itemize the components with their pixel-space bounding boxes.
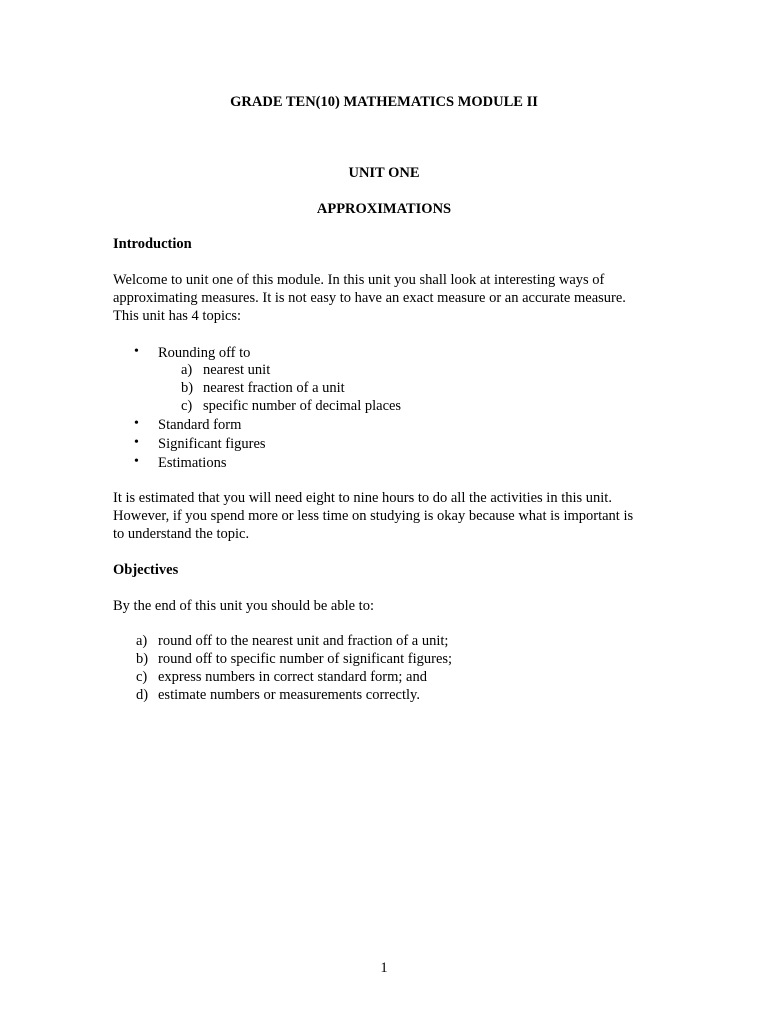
- topic-item: Estimations: [158, 455, 227, 471]
- subtopic-text: specific number of decimal places: [203, 398, 402, 414]
- objective-item: [136, 650, 452, 668]
- objective-text: estimate numbers or measurements correctly.: [158, 687, 420, 703]
- objective-letter: c): [136, 669, 148, 685]
- subtopic-item: [181, 361, 270, 379]
- bullet-icon: •: [134, 454, 139, 469]
- subtopic-item: [181, 379, 345, 397]
- introduction-paragraph: [113, 271, 673, 325]
- objective-letter: a): [136, 633, 148, 649]
- page-number: 1: [380, 960, 388, 976]
- objectives-intro: By the end of this unit you should be able to:: [113, 598, 374, 614]
- topic-item: Rounding off to: [158, 345, 251, 361]
- objective-text: round off to specific number of significant figures;: [158, 651, 453, 667]
- introduction-line: Welcome to unit one of this module. In this unit you shall look at interesting ways of: [113, 272, 605, 288]
- objectives-heading: Objectives: [113, 562, 179, 578]
- bullet-icon: •: [134, 435, 139, 450]
- unit-subtitle: APPROXIMATIONS: [316, 201, 452, 217]
- objective-text: express numbers in correct standard form; and: [158, 669, 427, 685]
- bullet-icon: •: [134, 416, 139, 431]
- subtopic-item: [181, 397, 401, 415]
- introduction-heading: Introduction: [113, 236, 192, 252]
- time-note-line: It is estimated that you will need eight to nine hours to do all the activities in this unit.: [113, 490, 612, 506]
- time-note-line: to understand the topic.: [113, 526, 250, 542]
- introduction-line: This unit has 4 topics:: [113, 308, 242, 324]
- subtopic-letter: a): [181, 362, 193, 378]
- unit-title: UNIT ONE: [348, 165, 420, 181]
- subtopic-text: nearest fraction of a unit: [203, 380, 345, 396]
- subtopic-letter: c): [181, 398, 193, 414]
- subtopic-text: nearest unit: [203, 362, 271, 378]
- objective-item: [136, 686, 420, 704]
- objective-letter: d): [136, 687, 149, 703]
- bullet-icon: •: [134, 344, 139, 359]
- objective-text: round off to the nearest unit and fraction of a unit;: [158, 633, 449, 649]
- time-note-paragraph: [113, 489, 673, 543]
- topic-item: Significant figures: [158, 436, 266, 452]
- objective-letter: b): [136, 651, 149, 667]
- topic-item: Standard form: [158, 417, 242, 433]
- module-title: GRADE TEN(10) MATHEMATICS MODULE II: [230, 94, 538, 110]
- time-note-line: However, if you spend more or less time on studying is okay because what is important is: [113, 508, 634, 524]
- subtopic-letter: b): [181, 380, 194, 396]
- objective-item: [136, 632, 448, 650]
- objective-item: [136, 668, 427, 686]
- introduction-line: approximating measures. It is not easy to have an exact measure or an accurate measure.: [113, 290, 626, 306]
